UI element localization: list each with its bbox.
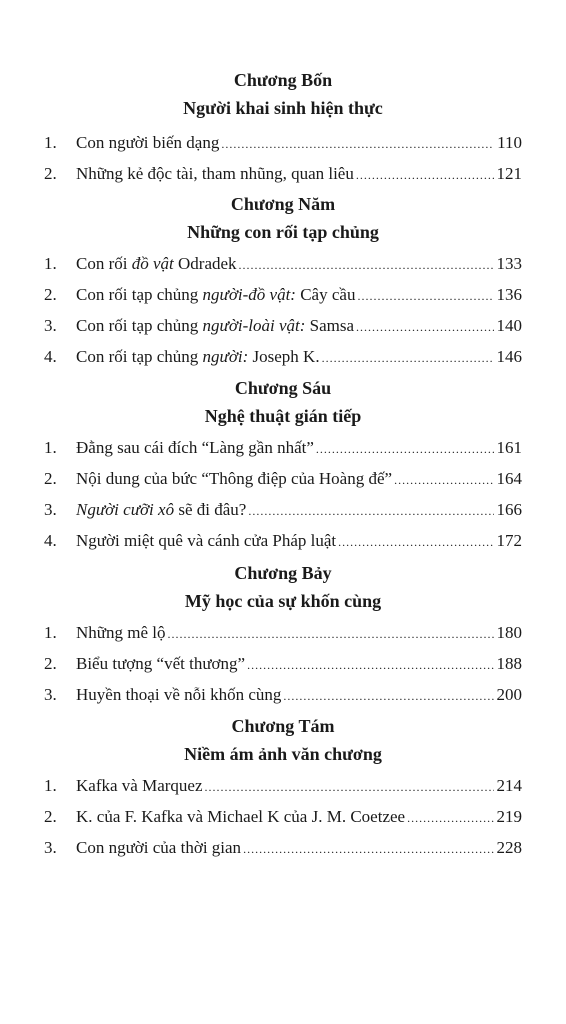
entry-title-part: K. của F. Kafka và Michael K của J. M. Coetzee: [76, 807, 406, 826]
toc-entry[interactable]: [44, 248, 522, 279]
entry-title: [76, 248, 237, 279]
dot-leader: [248, 496, 493, 527]
chapter-title: Mỹ học của sự khốn cùng: [184, 591, 382, 611]
toc-entry[interactable]: [44, 279, 522, 310]
entry-title: [76, 310, 354, 341]
entry-title-part: Cây cầu: [295, 285, 356, 304]
entry-number: 2.: [44, 807, 57, 826]
entry-title-part: Con người của thời gian: [76, 838, 242, 857]
entry-number: 2.: [44, 469, 57, 488]
toc-entry[interactable]: [44, 617, 522, 648]
entry-number: 2.: [44, 164, 57, 183]
dot-leader: [316, 434, 494, 465]
entry-title-part: Samsa: [305, 316, 355, 335]
entry-title-part: Nội dung của bức “Thông điệp của Hoàng đế”: [76, 469, 393, 488]
entry-number: 2.: [44, 285, 57, 304]
chapter-title: Người khai sinh hiện thực: [183, 98, 383, 118]
entry-title-part: Con rối: [76, 254, 132, 273]
entry-page-number: 136: [496, 285, 522, 304]
entry-number: 1.: [44, 438, 57, 457]
entry-title: [76, 770, 203, 801]
entry-title-part: Biểu tượng “vết thương”: [76, 654, 246, 673]
toc-entry[interactable]: [44, 158, 522, 189]
chapter-heading: [0, 190, 566, 246]
toc-entry[interactable]: [44, 770, 522, 801]
entry-page-number: 121: [496, 164, 522, 183]
entry-title-italic-part: Người cưỡi xô: [76, 500, 175, 519]
toc-entry-list: [44, 770, 522, 863]
entry-title-part: Con rối tạp chủng: [76, 285, 203, 304]
entry-page-number: 166: [496, 500, 522, 519]
dot-leader: [167, 619, 493, 650]
toc-entry[interactable]: [44, 679, 522, 710]
toc-entry[interactable]: [44, 310, 522, 341]
chapter-label: Chương Năm: [230, 194, 336, 214]
entry-title-italic-part: đồ vật: [131, 254, 174, 273]
toc-entry-list: [44, 248, 522, 372]
dot-leader: [338, 527, 493, 558]
chapter-label: Chương Sáu: [234, 378, 332, 398]
entry-title: [76, 679, 281, 710]
entry-page-number: 180: [496, 623, 522, 642]
dot-leader: [283, 681, 493, 712]
entry-title-part: Con rối tạp chủng: [76, 347, 203, 366]
entry-title-italic-part: người-loài vật:: [202, 316, 306, 335]
dot-leader: [322, 343, 494, 374]
chapter-heading: [0, 712, 566, 768]
entry-title: [76, 432, 314, 463]
dot-leader: [356, 312, 493, 343]
entry-title: [76, 801, 405, 832]
entry-title-italic-part: người-đồ vật:: [202, 285, 296, 304]
entry-number: 1.: [44, 133, 57, 152]
entry-title: [76, 494, 246, 525]
entry-title-part: Con rối tạp chủng: [76, 316, 203, 335]
chapter-label: Chương Tám: [231, 716, 335, 736]
entry-title-part: Con người biến dạng: [76, 133, 220, 152]
entry-page-number: 172: [496, 531, 522, 550]
entry-title: [76, 279, 355, 310]
dot-leader: [205, 772, 494, 803]
entry-page-number: 164: [496, 469, 522, 488]
entry-title: [76, 127, 219, 158]
entry-page-number: 110: [497, 133, 522, 152]
entry-title: [76, 341, 320, 372]
entry-page-number: 219: [496, 807, 522, 826]
dot-leader: [247, 650, 493, 681]
entry-number: 3.: [44, 838, 57, 857]
toc-entry[interactable]: [44, 494, 522, 525]
entry-number: 4.: [44, 531, 57, 550]
chapter-label: Chương Bốn: [233, 70, 333, 90]
entry-title-italic-part: người:: [202, 347, 249, 366]
entry-page-number: 161: [496, 438, 522, 457]
toc-entry[interactable]: [44, 648, 522, 679]
toc-entry[interactable]: [44, 463, 522, 494]
toc-entry[interactable]: [44, 432, 522, 463]
entry-title: [76, 158, 354, 189]
dot-leader: [239, 250, 494, 281]
chapter-heading: [0, 559, 566, 615]
entry-number: 3.: [44, 685, 57, 704]
chapter-heading: [0, 66, 566, 122]
entry-title-part: Những mê lộ: [76, 623, 166, 642]
entry-page-number: 140: [496, 316, 522, 335]
entry-number: 3.: [44, 316, 57, 335]
dot-leader: [221, 129, 494, 160]
entry-page-number: 200: [496, 685, 522, 704]
chapter-title: Niềm ám ảnh văn chương: [184, 744, 382, 764]
toc-entry[interactable]: [44, 801, 522, 832]
toc-entry[interactable]: [44, 127, 522, 158]
dot-leader: [394, 465, 493, 496]
entry-title: [76, 617, 165, 648]
dot-leader: [356, 160, 494, 191]
dot-leader: [243, 834, 493, 865]
dot-leader: [407, 803, 493, 834]
entry-page-number: 214: [496, 776, 522, 795]
chapter-title: Nghệ thuật gián tiếp: [204, 406, 362, 426]
toc-entry-list: [44, 617, 522, 710]
entry-title: [76, 832, 241, 863]
entry-title: [76, 648, 245, 679]
entry-number: 1.: [44, 623, 57, 642]
entry-number: 4.: [44, 347, 57, 366]
entry-title-part: Những kẻ độc tài, tham nhũng, quan liêu: [76, 164, 354, 183]
entry-title-part: sẽ đi đâu?: [174, 500, 247, 519]
entry-title-part: Joseph K.: [248, 347, 320, 366]
entry-page-number: 228: [496, 838, 522, 857]
toc-entry-list: [44, 432, 522, 556]
entry-title-part: Người miệt quê và cánh cửa Pháp luật: [76, 531, 337, 550]
entry-title-part: Kafka và Marquez: [76, 776, 203, 795]
dot-leader: [357, 281, 493, 312]
entry-title: [76, 463, 392, 494]
entry-title-part: Huyền thoại về nỗi khốn cùng: [76, 685, 282, 704]
chapter-heading: [0, 374, 566, 430]
entry-number: 1.: [44, 776, 57, 795]
entry-title-part: Odradek: [173, 254, 237, 273]
chapter-label: Chương Bảy: [234, 563, 332, 583]
chapter-title: Những con rối tạp chủng: [187, 222, 379, 242]
entry-number: 1.: [44, 254, 57, 273]
entry-title-part: Đằng sau cái đích “Làng gần nhất”: [76, 438, 314, 457]
toc-entry[interactable]: [44, 341, 522, 372]
entry-number: 3.: [44, 500, 57, 519]
toc-entry[interactable]: [44, 832, 522, 863]
entry-page-number: 188: [496, 654, 522, 673]
entry-number: 2.: [44, 654, 57, 673]
entry-page-number: 146: [496, 347, 522, 366]
entry-page-number: 133: [496, 254, 522, 273]
toc-entry[interactable]: [44, 525, 522, 556]
toc-entry-list: [44, 127, 522, 189]
entry-title: [76, 525, 336, 556]
